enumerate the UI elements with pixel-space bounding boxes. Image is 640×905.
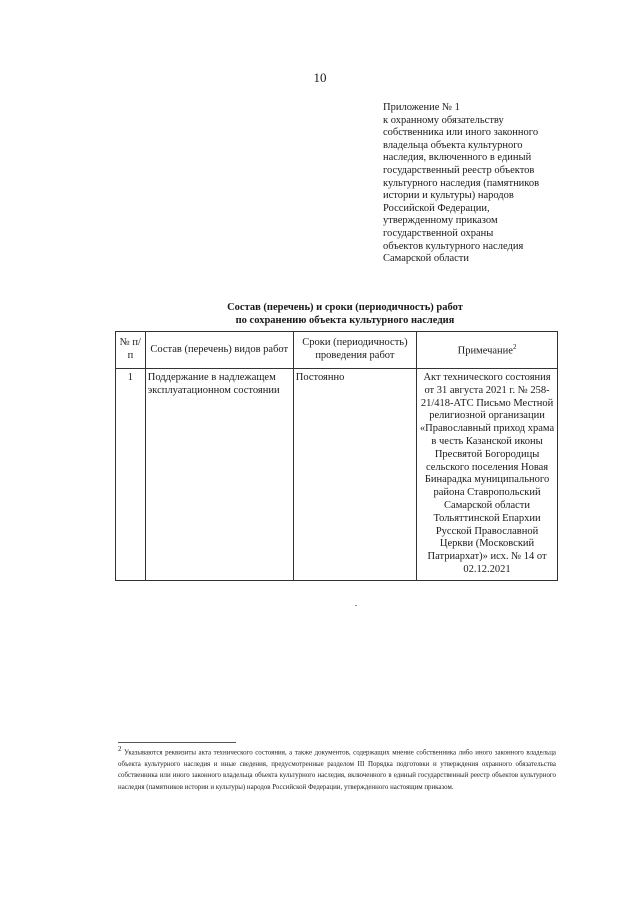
appendix-line: объектов культурного наследия [383,240,524,252]
header-works: Состав (перечень) видов работ [145,332,293,369]
appendix-line: государственной охраны [383,227,494,239]
appendix-line: утвержденному приказом [383,215,498,227]
works-table [115,331,558,581]
footnote-divider [118,742,236,743]
header-note [417,332,558,369]
appendix-line: владельца объекта культурного [383,139,523,151]
header-note-label: Примечание [457,345,513,357]
appendix-line: культурного наследия (памятников [383,177,540,189]
appendix-line: Приложение № 1 [383,102,460,113]
footnote [118,744,556,793]
cell-works: Поддержание в надлежащем эксплуатационном состоянии [145,369,293,581]
appendix-line: Самарской области [383,253,469,265]
title-line: по сохранению объекта культурного наследия [235,315,455,326]
footnote-mark: 2 [118,745,122,753]
appendix-line: к охранному обязательству [383,114,504,126]
page-number: 10 [313,70,327,85]
header-period: Сроки (периодичность) проведения работ [293,332,416,369]
appendix-line: Российской Федерации, [383,202,490,214]
appendix-line: истории и культуры) народов [383,190,514,202]
footnote-ref: 2 [512,343,517,352]
cell-period: Постоянно [293,369,416,581]
appendix-line: наследия, включенного в единый [383,152,532,164]
footnote-text: Указываются реквизиты акта технического состояния, а также документов, содержащих мнение собственника либо иного законного владельца объекта культурного наследия и иные сведения, предусмотренные разделом III Порядка подготовки и утверждения охранного обязательства собственника или иного законного владельца объекта культурного наследия, включенного в единый государственный реестр объектов культурного наследия (памятников истории и культуры) народов Российской Федерации, утвержденного настоящим приказом. [118,749,556,791]
appendix-header [383,102,583,266]
table-row [116,369,558,581]
appendix-line: собственника или иного законного [383,127,539,139]
table-header-row [116,332,558,369]
title-line: Состав (перечень) и сроки (периодичность) работ [227,302,463,313]
scan-speck [355,605,357,606]
cell-note: Акт технического состояния от 31 августа 2021 г. № 258-21/418-АТС Письмо Местной религиозной организации «Православный приход храма в честь Казанской иконы Пресвятой Богородицы сельского поселения Новая Бинарадка муниципального района Ставропольский Самарской области Тольяттинской Епархии Русской Православной Церкви (Московский Патриархат)» исх. № 14 от 02.12.2021 [417,369,558,581]
cell-num: 1 [116,369,146,581]
appendix-line: государственный реестр объектов [383,164,535,176]
document-title [0,301,640,327]
header-num: № п/п [116,332,146,369]
